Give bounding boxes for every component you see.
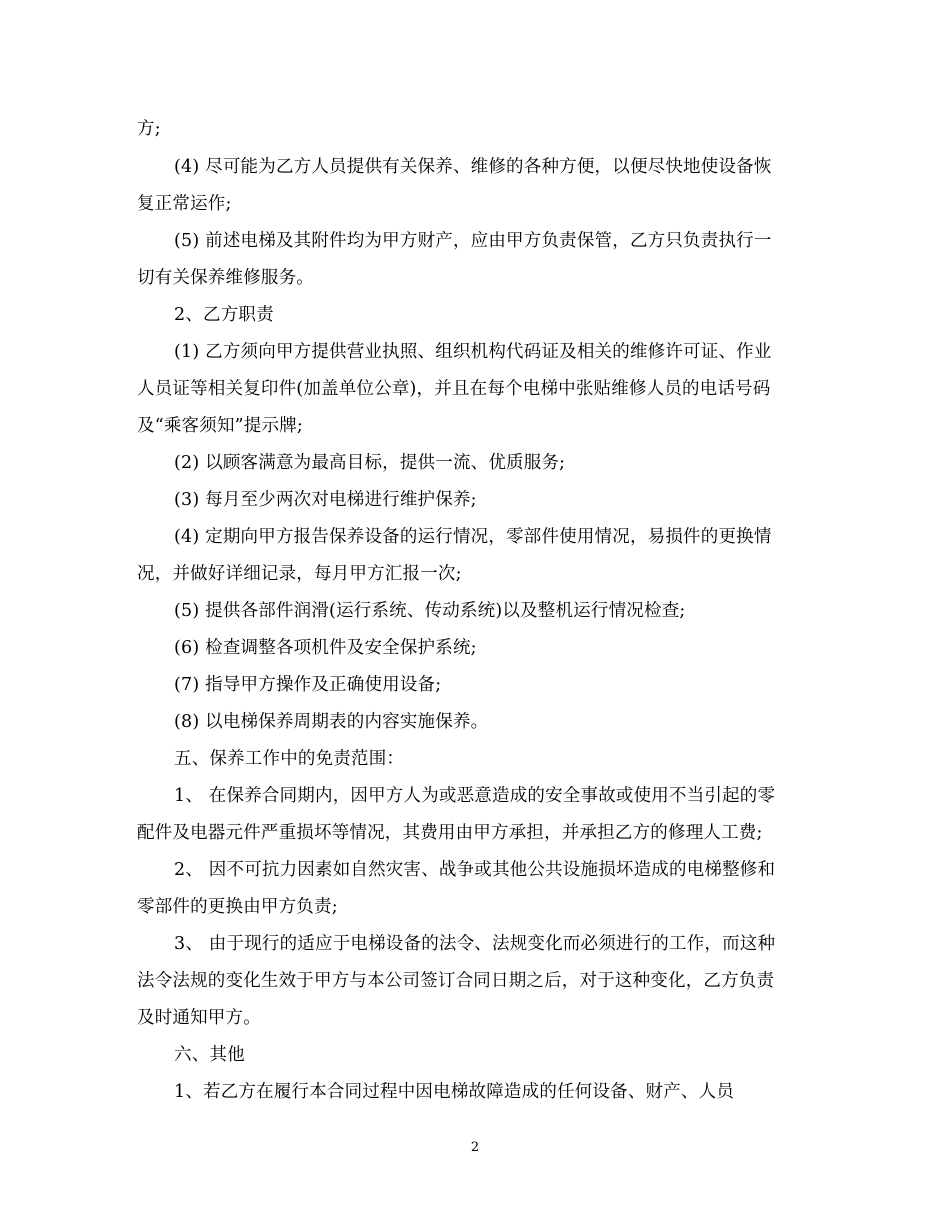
page-number: 2 bbox=[470, 1140, 480, 1155]
text-line: 复正常运作; bbox=[137, 194, 232, 214]
text-line: (6) 检查调整各项机件及安全保护系统; bbox=[174, 638, 477, 658]
text-line: (1) 乙方须向甲方提供营业执照、组织机构代码证及相关的维修许可证、作业 bbox=[174, 342, 772, 362]
text-line: (7) 指导甲方操作及正确使用设备; bbox=[174, 675, 442, 695]
text-line: (4) 尽可能为乙方人员提供有关保养、维修的各种方便，以便尽快地使设备恢 bbox=[174, 157, 772, 177]
text-line: 及时通知甲方。 bbox=[137, 1008, 261, 1028]
text-line: 零部件的更换由甲方负责; bbox=[137, 897, 338, 917]
text-line: 配件及电器元件严重损坏等情况，其费用由甲方承担，并承担乙方的修理人工费; bbox=[137, 823, 763, 843]
text-line: (8) 以电梯保养周期表的内容实施保养。 bbox=[174, 712, 489, 732]
text-line: 1、若乙方在履行本合同过程中因电梯故障造成的任何设备、财产、人员 bbox=[174, 1082, 735, 1102]
text-line: 切有关保养维修服务。 bbox=[137, 268, 314, 288]
section-heading: 六、其他 bbox=[174, 1045, 245, 1065]
text-line: 2、 因不可抗力因素如自然灾害、战争或其他公共设施损坏造成的电梯整修和 bbox=[174, 860, 776, 880]
text-line: 法令法规的变化生效于甲方与本公司签订合同日期之后，对于这种变化，乙方负责 bbox=[137, 971, 775, 991]
text-line: (4) 定期向甲方报告保养设备的运行情况，零部件使用情况，易损件的更换情 bbox=[174, 527, 772, 547]
text-line: 及“乘客须知”提示牌; bbox=[137, 416, 303, 436]
section-heading: 五、保养工作中的免责范围： bbox=[174, 749, 405, 769]
text-line: (5) 前述电梯及其附件均为甲方财产，应由甲方负责保管，乙方只负责执行一 bbox=[174, 231, 772, 251]
text-line: 1、 在保养合同期内，因甲方人为或恶意造成的安全事故或使用不当引起的零 bbox=[174, 786, 776, 806]
text-line: 人员证等相关复印件(加盖单位公章)，并且在每个电梯中张贴维修人员的电话号码 bbox=[137, 379, 771, 399]
text-line: 方; bbox=[137, 119, 161, 139]
text-line: (5) 提供各部件润滑(运行系统、传动系统)以及整机运行情况检查; bbox=[174, 601, 686, 621]
text-line: 3、 由于现行的适应于电梯设备的法令、法规变化而必须进行的工作，而这种 bbox=[174, 934, 776, 954]
text-line: 况，并做好详细记录，每月甲方汇报一次; bbox=[137, 564, 462, 584]
text-line: (2) 以顾客满意为最高目标，提供一流、优质服务; bbox=[174, 453, 566, 473]
section-heading: 2、乙方职责 bbox=[174, 305, 274, 325]
text-line: (3) 每月至少两次对电梯进行维护保养; bbox=[174, 490, 477, 510]
